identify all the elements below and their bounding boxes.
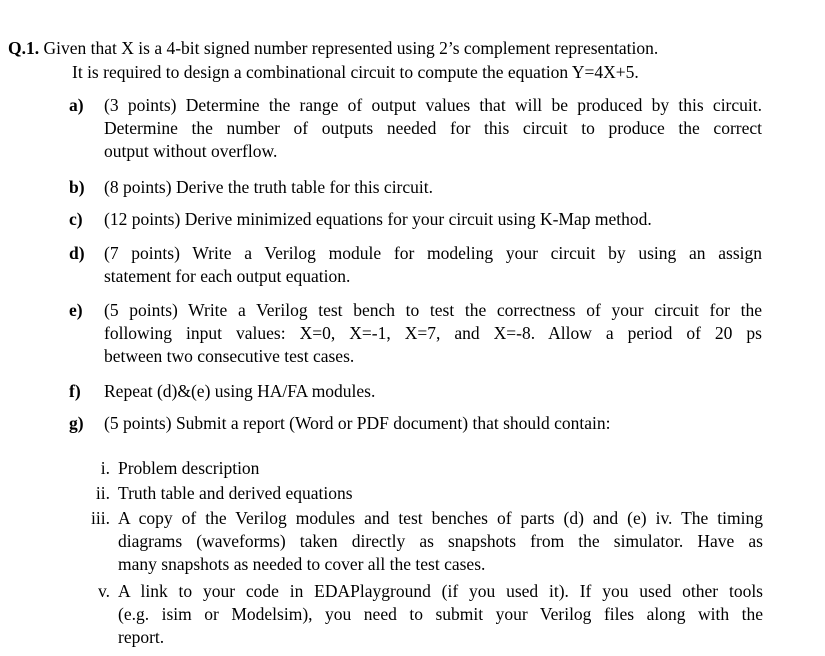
report-item-line: Problem description bbox=[118, 458, 260, 478]
part-c-text bbox=[104, 208, 762, 231]
report-item-line: many snapshots as needed to cover all the test cases. bbox=[118, 554, 486, 574]
part-e-text bbox=[104, 299, 762, 368]
part-a-line: output without overflow. bbox=[104, 141, 278, 161]
question-line-1: Given that X is a 4-bit signed number represented using 2’s complement representation. bbox=[39, 38, 659, 58]
report-item-line: A copy of the Verilog modules and test benches of parts (d) and (e) iv. The timing bbox=[118, 508, 763, 528]
part-g-text bbox=[104, 412, 762, 435]
question-number: Q.1. bbox=[8, 38, 40, 58]
part-d-text bbox=[104, 242, 762, 288]
report-item-line: report. bbox=[118, 627, 165, 647]
part-e-line: (5 points) Write a Verilog test bench to test the correctness of your circuit for the bbox=[104, 300, 762, 320]
part-c-line: (12 points) Derive minimized equations for your circuit using K-Map method. bbox=[104, 209, 652, 229]
part-a-text bbox=[104, 94, 762, 163]
report-item-marker: i. bbox=[100, 458, 110, 478]
part-c-letter: c) bbox=[69, 209, 83, 229]
part-a-line: (3 points) Determine the range of output values that will be produced by this circuit. bbox=[104, 95, 762, 115]
report-item bbox=[118, 457, 763, 480]
report-item-line: diagrams (waveforms) taken directly as snapshots from the simulator. Have as bbox=[118, 531, 763, 551]
part-b-line: (8 points) Derive the truth table for this circuit. bbox=[104, 177, 434, 197]
part-a-line: Determine the number of outputs needed for this circuit to produce the correct bbox=[104, 118, 762, 138]
report-item bbox=[118, 507, 763, 576]
part-e-line: between two consecutive test cases. bbox=[104, 346, 355, 366]
report-item-marker: v. bbox=[98, 581, 110, 601]
part-e-letter: e) bbox=[69, 300, 83, 320]
report-item bbox=[118, 580, 763, 649]
part-f-letter: f) bbox=[69, 381, 81, 401]
report-item-line: A link to your code in EDAPlayground (if you used it). If you used other tools bbox=[118, 581, 763, 601]
question-header bbox=[8, 37, 798, 60]
part-b-text bbox=[104, 176, 762, 199]
part-f-line: Repeat (d)&(e) using HA/FA modules. bbox=[104, 381, 376, 401]
part-b-letter: b) bbox=[69, 177, 85, 197]
part-e-line: following input values: X=0, X=-1, X=7, and X=-8. Allow a period of 20 ps bbox=[104, 323, 762, 343]
part-a-letter: a) bbox=[69, 95, 84, 115]
report-item-marker: ii. bbox=[95, 483, 110, 503]
report-item-marker: iii. bbox=[91, 508, 110, 528]
part-d-line: statement for each output equation. bbox=[104, 266, 351, 286]
part-g-letter: g) bbox=[69, 413, 84, 433]
report-item-line: (e.g. isim or Modelsim), you need to submit your Verilog files along with the bbox=[118, 604, 763, 624]
part-d-letter: d) bbox=[69, 243, 85, 263]
part-g-line: (5 points) Submit a report (Word or PDF document) that should contain: bbox=[104, 413, 611, 433]
report-item bbox=[118, 482, 763, 505]
report-item-line: Truth table and derived equations bbox=[118, 483, 353, 503]
part-d-line: (7 points) Write a Verilog module for modeling your circuit by using an assign bbox=[104, 243, 762, 263]
part-f-text bbox=[104, 380, 762, 403]
question-line-2: It is required to design a combinational circuit to compute the equation Y=4X+5. bbox=[72, 62, 639, 82]
